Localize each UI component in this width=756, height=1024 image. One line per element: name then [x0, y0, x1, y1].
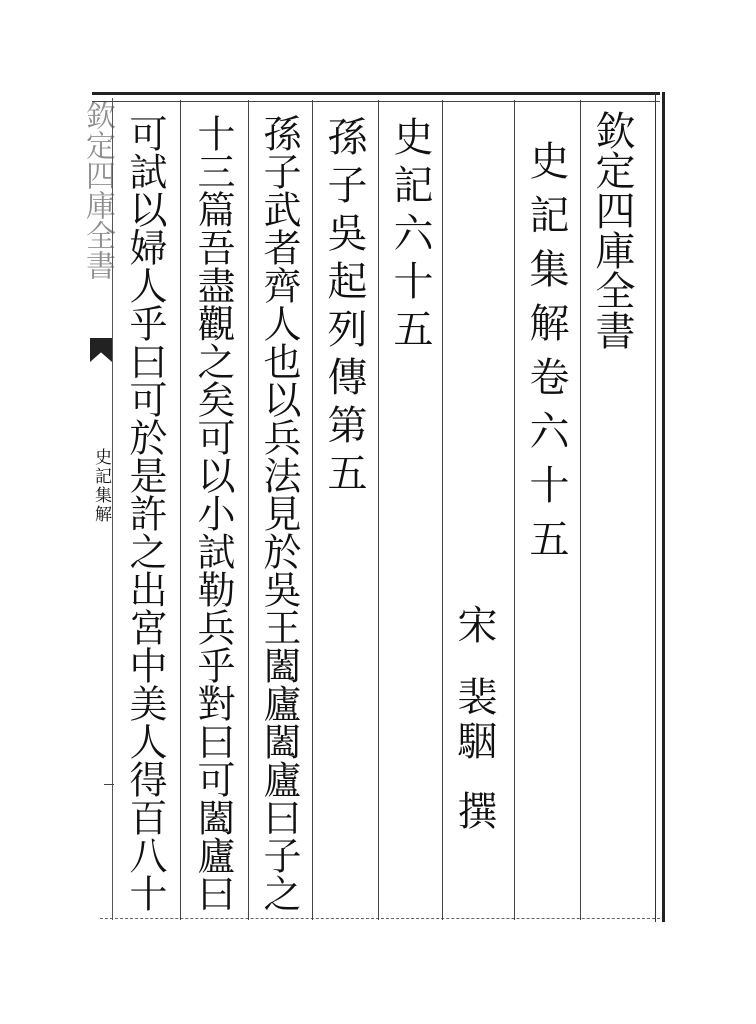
frame-right-border	[655, 92, 665, 922]
column-rule	[580, 100, 581, 920]
chapter-heading: 孫子吳起列傳第五	[321, 116, 367, 500]
column-rule	[442, 100, 443, 920]
book-title-volume: 史記集解卷六十五	[523, 140, 569, 572]
author-dynasty: 宋	[451, 604, 497, 644]
collection-title: 欽定四庫全書	[589, 110, 635, 350]
column-rule	[378, 100, 379, 920]
column-rule	[312, 100, 313, 920]
gutter-tick	[104, 784, 114, 785]
body-line-2: 十三篇吾盡觀之矣可以小試勒兵乎對曰可闔廬曰	[191, 114, 235, 912]
body-line-3: 可試以婦人乎曰可於是許之出宮中美人得百八十	[123, 114, 167, 912]
gutter-line	[112, 98, 113, 920]
chapter-number: 史記六十五	[387, 116, 433, 356]
body-line-1: 孫子武者齊人也以兵法見於吳王闔廬闔廬曰子之	[257, 114, 301, 912]
column-rule	[180, 100, 181, 920]
fold-label: 史記集解	[91, 448, 111, 524]
gutter-edge-fragment: 欽定四庫全書	[80, 100, 115, 280]
frame-bottom-border	[100, 918, 660, 919]
column-rule	[514, 100, 515, 920]
column-rule	[248, 100, 249, 920]
author-role: 撰	[451, 790, 497, 830]
frame-top-border	[92, 92, 660, 102]
author-name: 裴駰	[451, 676, 497, 764]
